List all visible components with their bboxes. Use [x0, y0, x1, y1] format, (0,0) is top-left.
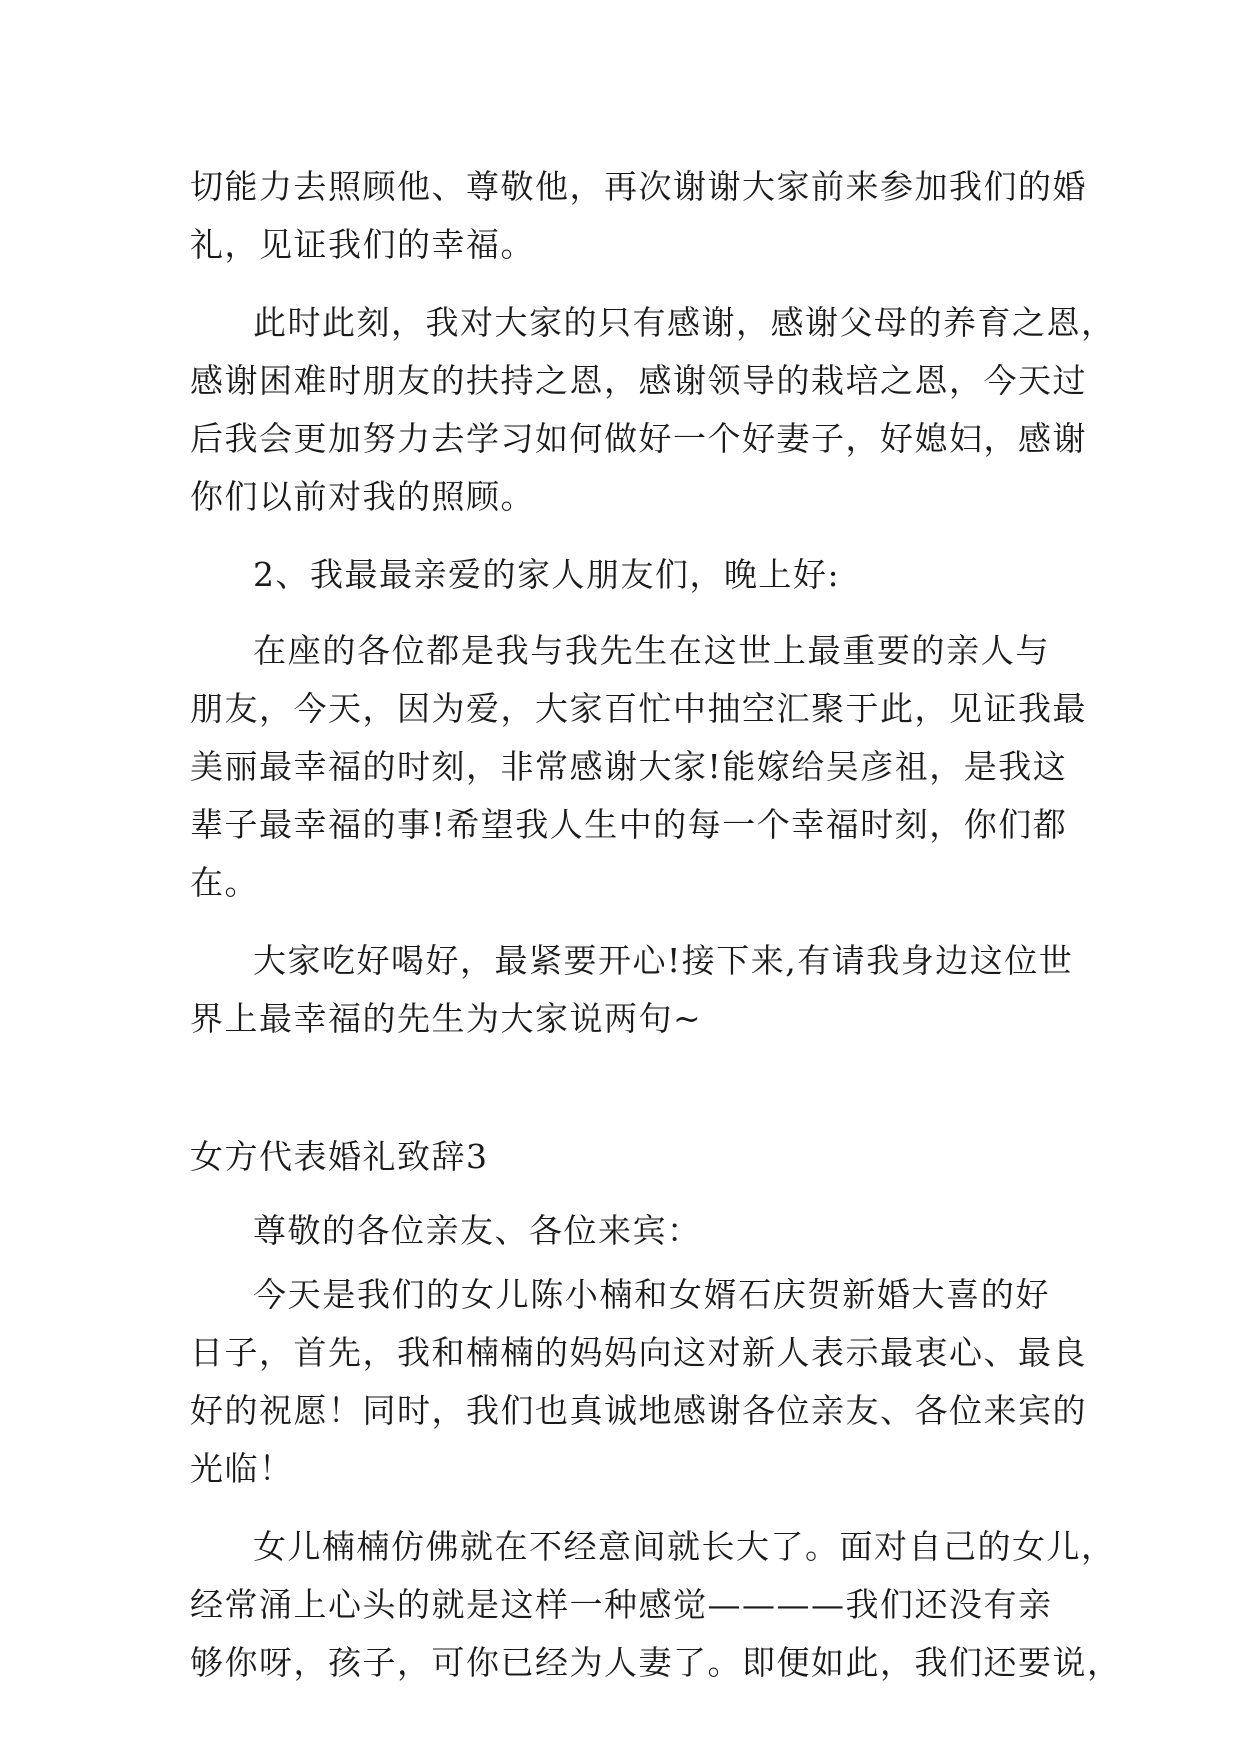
text-line: 美丽最幸福的时刻，非常感谢大家!能嫁给吴彦祖，是我这 — [190, 747, 1068, 786]
text-line: 够你呀，孩子，可你已经为人妻了。即便如此，我们还要说， — [190, 1643, 1122, 1682]
text-line: 感谢困难时朋友的扶持之恩，感谢领导的栽培之恩，今天过 — [190, 361, 1087, 400]
text-line: 朋友，今天，因为爱，大家百忙中抽空汇聚于此，见证我最 — [190, 689, 1087, 728]
text-line: 礼，见证我们的幸福。 — [190, 225, 535, 264]
text-line: 日子，首先，我和楠楠的妈妈向这对新人表示最衷心、最良 — [190, 1333, 1087, 1372]
text-line: 你们以前对我的照顾。 — [190, 477, 535, 516]
text-line: 在座的各位都是我与我先生在这世上最重要的亲人与 — [253, 631, 1050, 670]
text-line: 光临！ — [190, 1449, 294, 1488]
text-line: 女儿楠楠仿佛就在不经意间就长大了。面对自己的女儿， — [253, 1527, 1116, 1566]
text-line: 今天是我们的女儿陈小楠和女婿石庆贺新婚大喜的好 — [253, 1275, 1050, 1314]
text-line: 在。 — [190, 863, 259, 902]
text-line: 此时此刻，我对大家的只有感谢，感谢父母的养育之恩， — [253, 303, 1116, 342]
text-line: 2、我最最亲爱的家人朋友们，晚上好: — [253, 555, 841, 594]
text-line: 经常涌上心头的就是这样一种感觉————我们还没有亲 — [190, 1585, 1053, 1624]
text-line: 后我会更加努力去学习如何做好一个好妻子，好媳妇，感谢 — [190, 419, 1087, 458]
text-line: 大家吃好喝好，最紧要开心!接下来,有请我身边这位世 — [253, 941, 1074, 980]
section-heading: 女方代表婚礼致辞3 — [190, 1137, 489, 1176]
text-line: 好的祝愿！同时，我们也真诚地感谢各位亲友、各位来宾的 — [190, 1391, 1087, 1430]
text-line: 尊敬的各位亲友、各位来宾： — [253, 1211, 702, 1250]
text-line: 界上最幸福的先生为大家说两句~ — [190, 999, 703, 1038]
text-line: 切能力去照顾他、尊敬他，再次谢谢大家前来参加我们的婚 — [190, 167, 1087, 206]
text-line: 辈子最幸福的事!希望我人生中的每一个幸福时刻，你们都 — [190, 805, 1068, 844]
